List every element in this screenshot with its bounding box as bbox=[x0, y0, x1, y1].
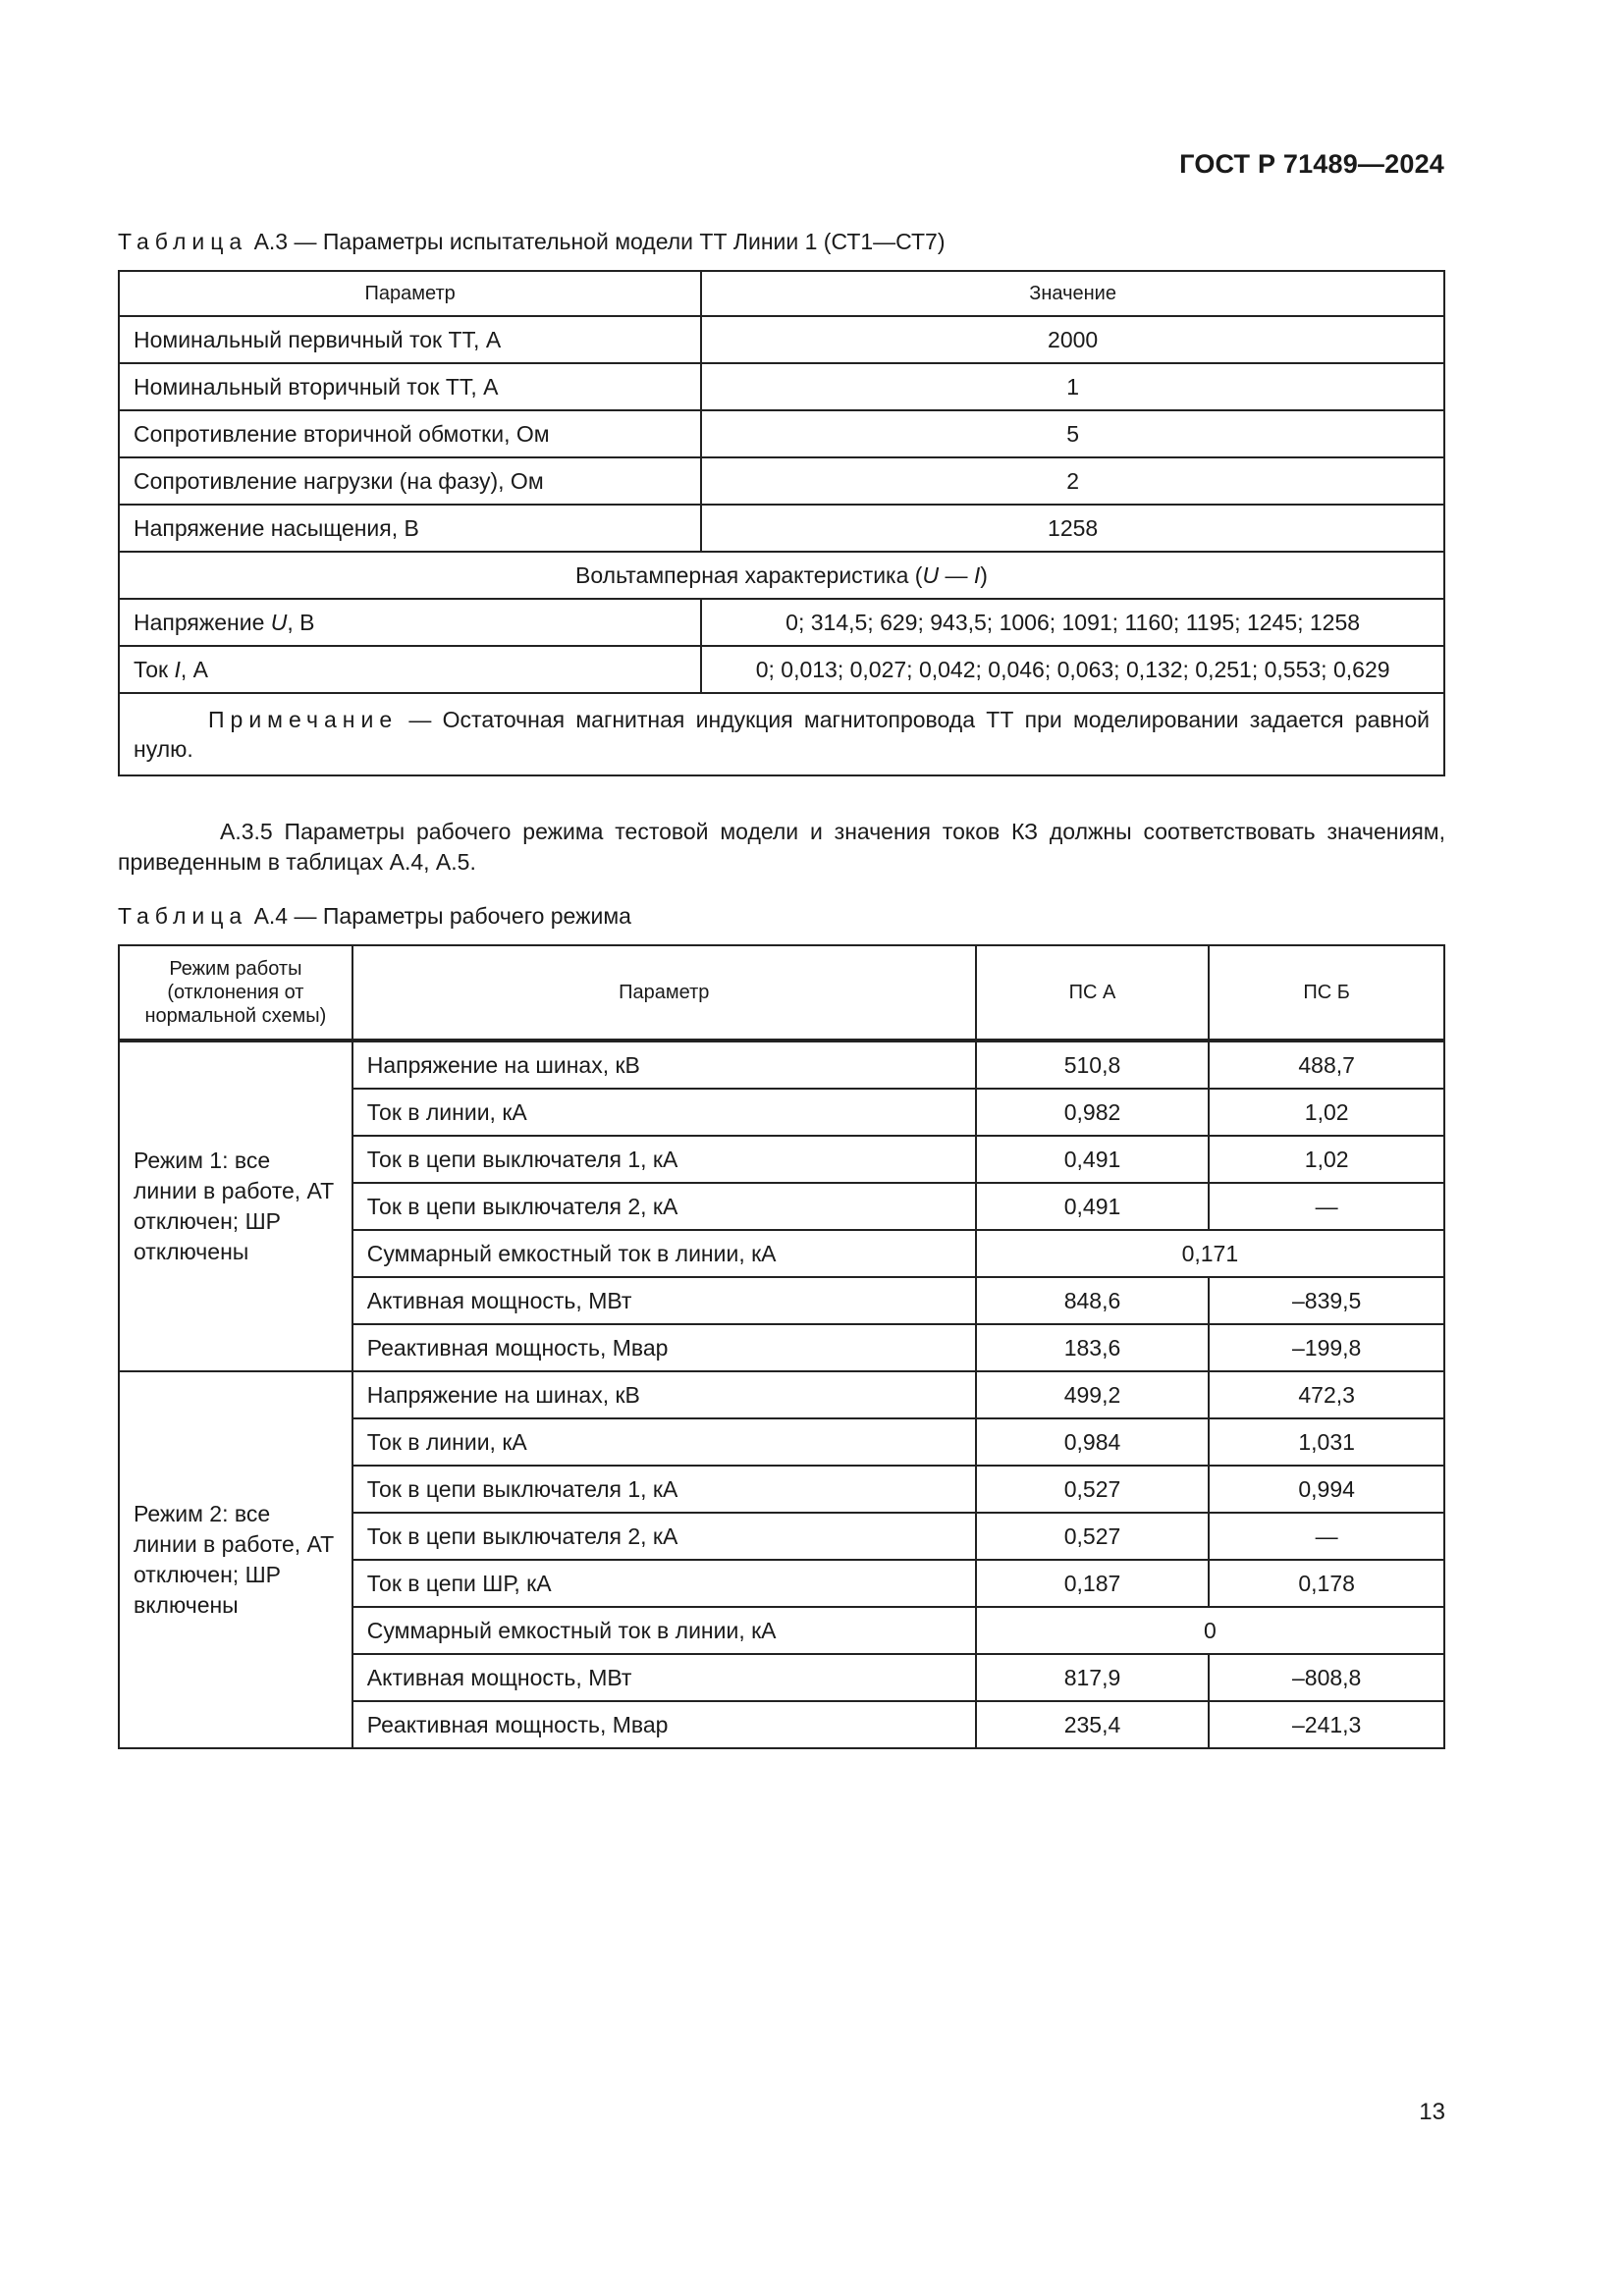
ps-b-cell: –839,5 bbox=[1209, 1277, 1444, 1324]
param-cell: Номинальный первичный ток ТТ, А bbox=[119, 316, 701, 363]
ps-b-cell: –199,8 bbox=[1209, 1324, 1444, 1371]
ps-a-cell: 499,2 bbox=[976, 1371, 1210, 1418]
ps-a-cell: 0,982 bbox=[976, 1089, 1210, 1136]
current-values: 0; 0,013; 0,027; 0,042; 0,046; 0,063; 0,132; 0,251; 0,553; 0,629 bbox=[701, 646, 1444, 693]
ps-a-cell: 0,491 bbox=[976, 1183, 1210, 1230]
current-symbol: I bbox=[174, 656, 181, 682]
ps-a-cell: 0,984 bbox=[976, 1418, 1210, 1466]
ps-a-cell: 0,527 bbox=[976, 1466, 1210, 1513]
ps-b-cell: –808,8 bbox=[1209, 1654, 1444, 1701]
ps-b-cell: –241,3 bbox=[1209, 1701, 1444, 1748]
param-cell: Реактивная мощность, Мвар bbox=[352, 1701, 976, 1748]
document-id: ГОСТ Р 71489—2024 bbox=[1179, 149, 1444, 179]
voltage-values: 0; 314,5; 629; 943,5; 1006; 1091; 1160; 1195; 1245; 1258 bbox=[701, 599, 1444, 646]
ps-b-cell: 0,178 bbox=[1209, 1560, 1444, 1607]
vac-title bbox=[119, 552, 1444, 599]
param-cell: Ток в цепи выключателя 1, кА bbox=[352, 1136, 976, 1183]
table-row bbox=[119, 505, 1444, 552]
ps-a-cell: 848,6 bbox=[976, 1277, 1210, 1324]
param-cell: Ток в цепи ШР, кА bbox=[352, 1560, 976, 1607]
merged-value-cell: 0 bbox=[976, 1607, 1444, 1654]
param-cell bbox=[119, 646, 701, 693]
vac-title-prefix: Вольтамперная характеристика ( bbox=[575, 561, 923, 588]
param-cell: Активная мощность, МВт bbox=[352, 1654, 976, 1701]
param-cell: Реактивная мощность, Мвар bbox=[352, 1324, 976, 1371]
param-cell: Напряжение насыщения, В bbox=[119, 505, 701, 552]
ps-b-cell: 488,7 bbox=[1209, 1041, 1444, 1089]
ps-b-cell: 0,994 bbox=[1209, 1466, 1444, 1513]
note-label: Примечание bbox=[208, 707, 399, 732]
current-suffix: , А bbox=[180, 656, 209, 682]
table-row bbox=[119, 410, 1444, 457]
caption-label: Таблица bbox=[118, 229, 248, 254]
paragraph-a35: А.3.5 Параметры рабочего режима тестовой модели и значения токов КЗ должны соответствовать значениям, приведенным в таблицах А.4, А.5. bbox=[118, 819, 1445, 875]
vac-title-u: U bbox=[922, 561, 940, 588]
param-cell: Ток в цепи выключателя 2, кА bbox=[352, 1513, 976, 1560]
current-prefix: Ток bbox=[134, 656, 175, 682]
ps-b-cell: — bbox=[1209, 1513, 1444, 1560]
param-cell: Напряжение на шинах, кВ bbox=[352, 1371, 976, 1418]
voltage-prefix: Напряжение bbox=[134, 609, 271, 635]
vac-title-i: I bbox=[973, 561, 981, 588]
mode-1-label: Режим 1: все линии в работе, АТ отключен; ШР отключены bbox=[119, 1041, 352, 1371]
table-row bbox=[119, 457, 1444, 505]
table-a3 bbox=[118, 270, 1445, 776]
param-cell: Суммарный емкостный ток в линии, кА bbox=[352, 1230, 976, 1277]
mode-2-label: Режим 2: все линии в работе, АТ отключен; ШР включены bbox=[119, 1371, 352, 1748]
param-cell: Ток в линии, кА bbox=[352, 1418, 976, 1466]
table-row bbox=[119, 646, 1444, 693]
table-row bbox=[119, 1371, 1444, 1418]
voltage-suffix: , В bbox=[287, 609, 315, 635]
param-cell: Суммарный емкостный ток в линии, кА bbox=[352, 1607, 976, 1654]
column-header-ps-b: ПС Б bbox=[1209, 945, 1444, 1041]
param-cell bbox=[119, 599, 701, 646]
ps-b-cell: 1,02 bbox=[1209, 1089, 1444, 1136]
value-cell: 1258 bbox=[701, 505, 1444, 552]
param-cell: Ток в линии, кА bbox=[352, 1089, 976, 1136]
caption-text: А.4 — Параметры рабочего режима bbox=[253, 903, 631, 929]
voltage-symbol: U bbox=[270, 609, 288, 635]
ps-b-cell: 1,02 bbox=[1209, 1136, 1444, 1183]
table-header-row bbox=[119, 271, 1444, 316]
value-cell: 2000 bbox=[701, 316, 1444, 363]
column-header-parameter: Параметр bbox=[119, 271, 701, 316]
value-cell: 2 bbox=[701, 457, 1444, 505]
param-cell: Сопротивление нагрузки (на фазу), Ом bbox=[119, 457, 701, 505]
page-number: 13 bbox=[1419, 2099, 1445, 2125]
caption-label: Таблица bbox=[118, 903, 248, 929]
ps-a-cell: 0,527 bbox=[976, 1513, 1210, 1560]
param-cell: Ток в цепи выключателя 1, кА bbox=[352, 1466, 976, 1513]
param-cell: Сопротивление вторичной обмотки, Ом bbox=[119, 410, 701, 457]
vac-title-suffix: ) bbox=[980, 561, 988, 588]
ps-b-cell: 1,031 bbox=[1209, 1418, 1444, 1466]
ps-a-cell: 817,9 bbox=[976, 1654, 1210, 1701]
note-row bbox=[119, 693, 1444, 775]
ps-a-cell: 235,4 bbox=[976, 1701, 1210, 1748]
param-cell: Напряжение на шинах, кВ bbox=[352, 1041, 976, 1089]
table-row bbox=[119, 1041, 1444, 1089]
vac-title-row bbox=[119, 552, 1444, 599]
value-cell: 5 bbox=[701, 410, 1444, 457]
table-note bbox=[119, 693, 1444, 775]
param-cell: Активная мощность, МВт bbox=[352, 1277, 976, 1324]
ps-a-cell: 510,8 bbox=[976, 1041, 1210, 1089]
table-row bbox=[119, 316, 1444, 363]
note-text: — Остаточная магнитная индукция магнитопровода ТТ при моделировании задается равной нулю. bbox=[134, 707, 1430, 762]
ps-a-cell: 183,6 bbox=[976, 1324, 1210, 1371]
table-row bbox=[119, 363, 1444, 410]
table-a3-caption bbox=[118, 229, 946, 255]
param-cell: Номинальный вторичный ток ТТ, А bbox=[119, 363, 701, 410]
ps-a-cell: 0,491 bbox=[976, 1136, 1210, 1183]
table-a4 bbox=[118, 944, 1445, 1749]
column-header-value: Значение bbox=[701, 271, 1444, 316]
table-header-row bbox=[119, 945, 1444, 1041]
table-row bbox=[119, 599, 1444, 646]
caption-text: А.3 — Параметры испытательной модели ТТ Линии 1 (СТ1—СТ7) bbox=[253, 229, 946, 254]
vac-title-dash: — bbox=[939, 561, 974, 588]
table-a4-caption bbox=[118, 903, 631, 930]
merged-value-cell: 0,171 bbox=[976, 1230, 1444, 1277]
ps-b-cell: 472,3 bbox=[1209, 1371, 1444, 1418]
value-cell: 1 bbox=[701, 363, 1444, 410]
column-header-mode: Режим работы (отклонения от нормальной схемы) bbox=[119, 945, 352, 1041]
ps-a-cell: 0,187 bbox=[976, 1560, 1210, 1607]
param-cell: Ток в цепи выключателя 2, кА bbox=[352, 1183, 976, 1230]
column-header-parameter: Параметр bbox=[352, 945, 976, 1041]
column-header-ps-a: ПС А bbox=[976, 945, 1210, 1041]
ps-b-cell: — bbox=[1209, 1183, 1444, 1230]
